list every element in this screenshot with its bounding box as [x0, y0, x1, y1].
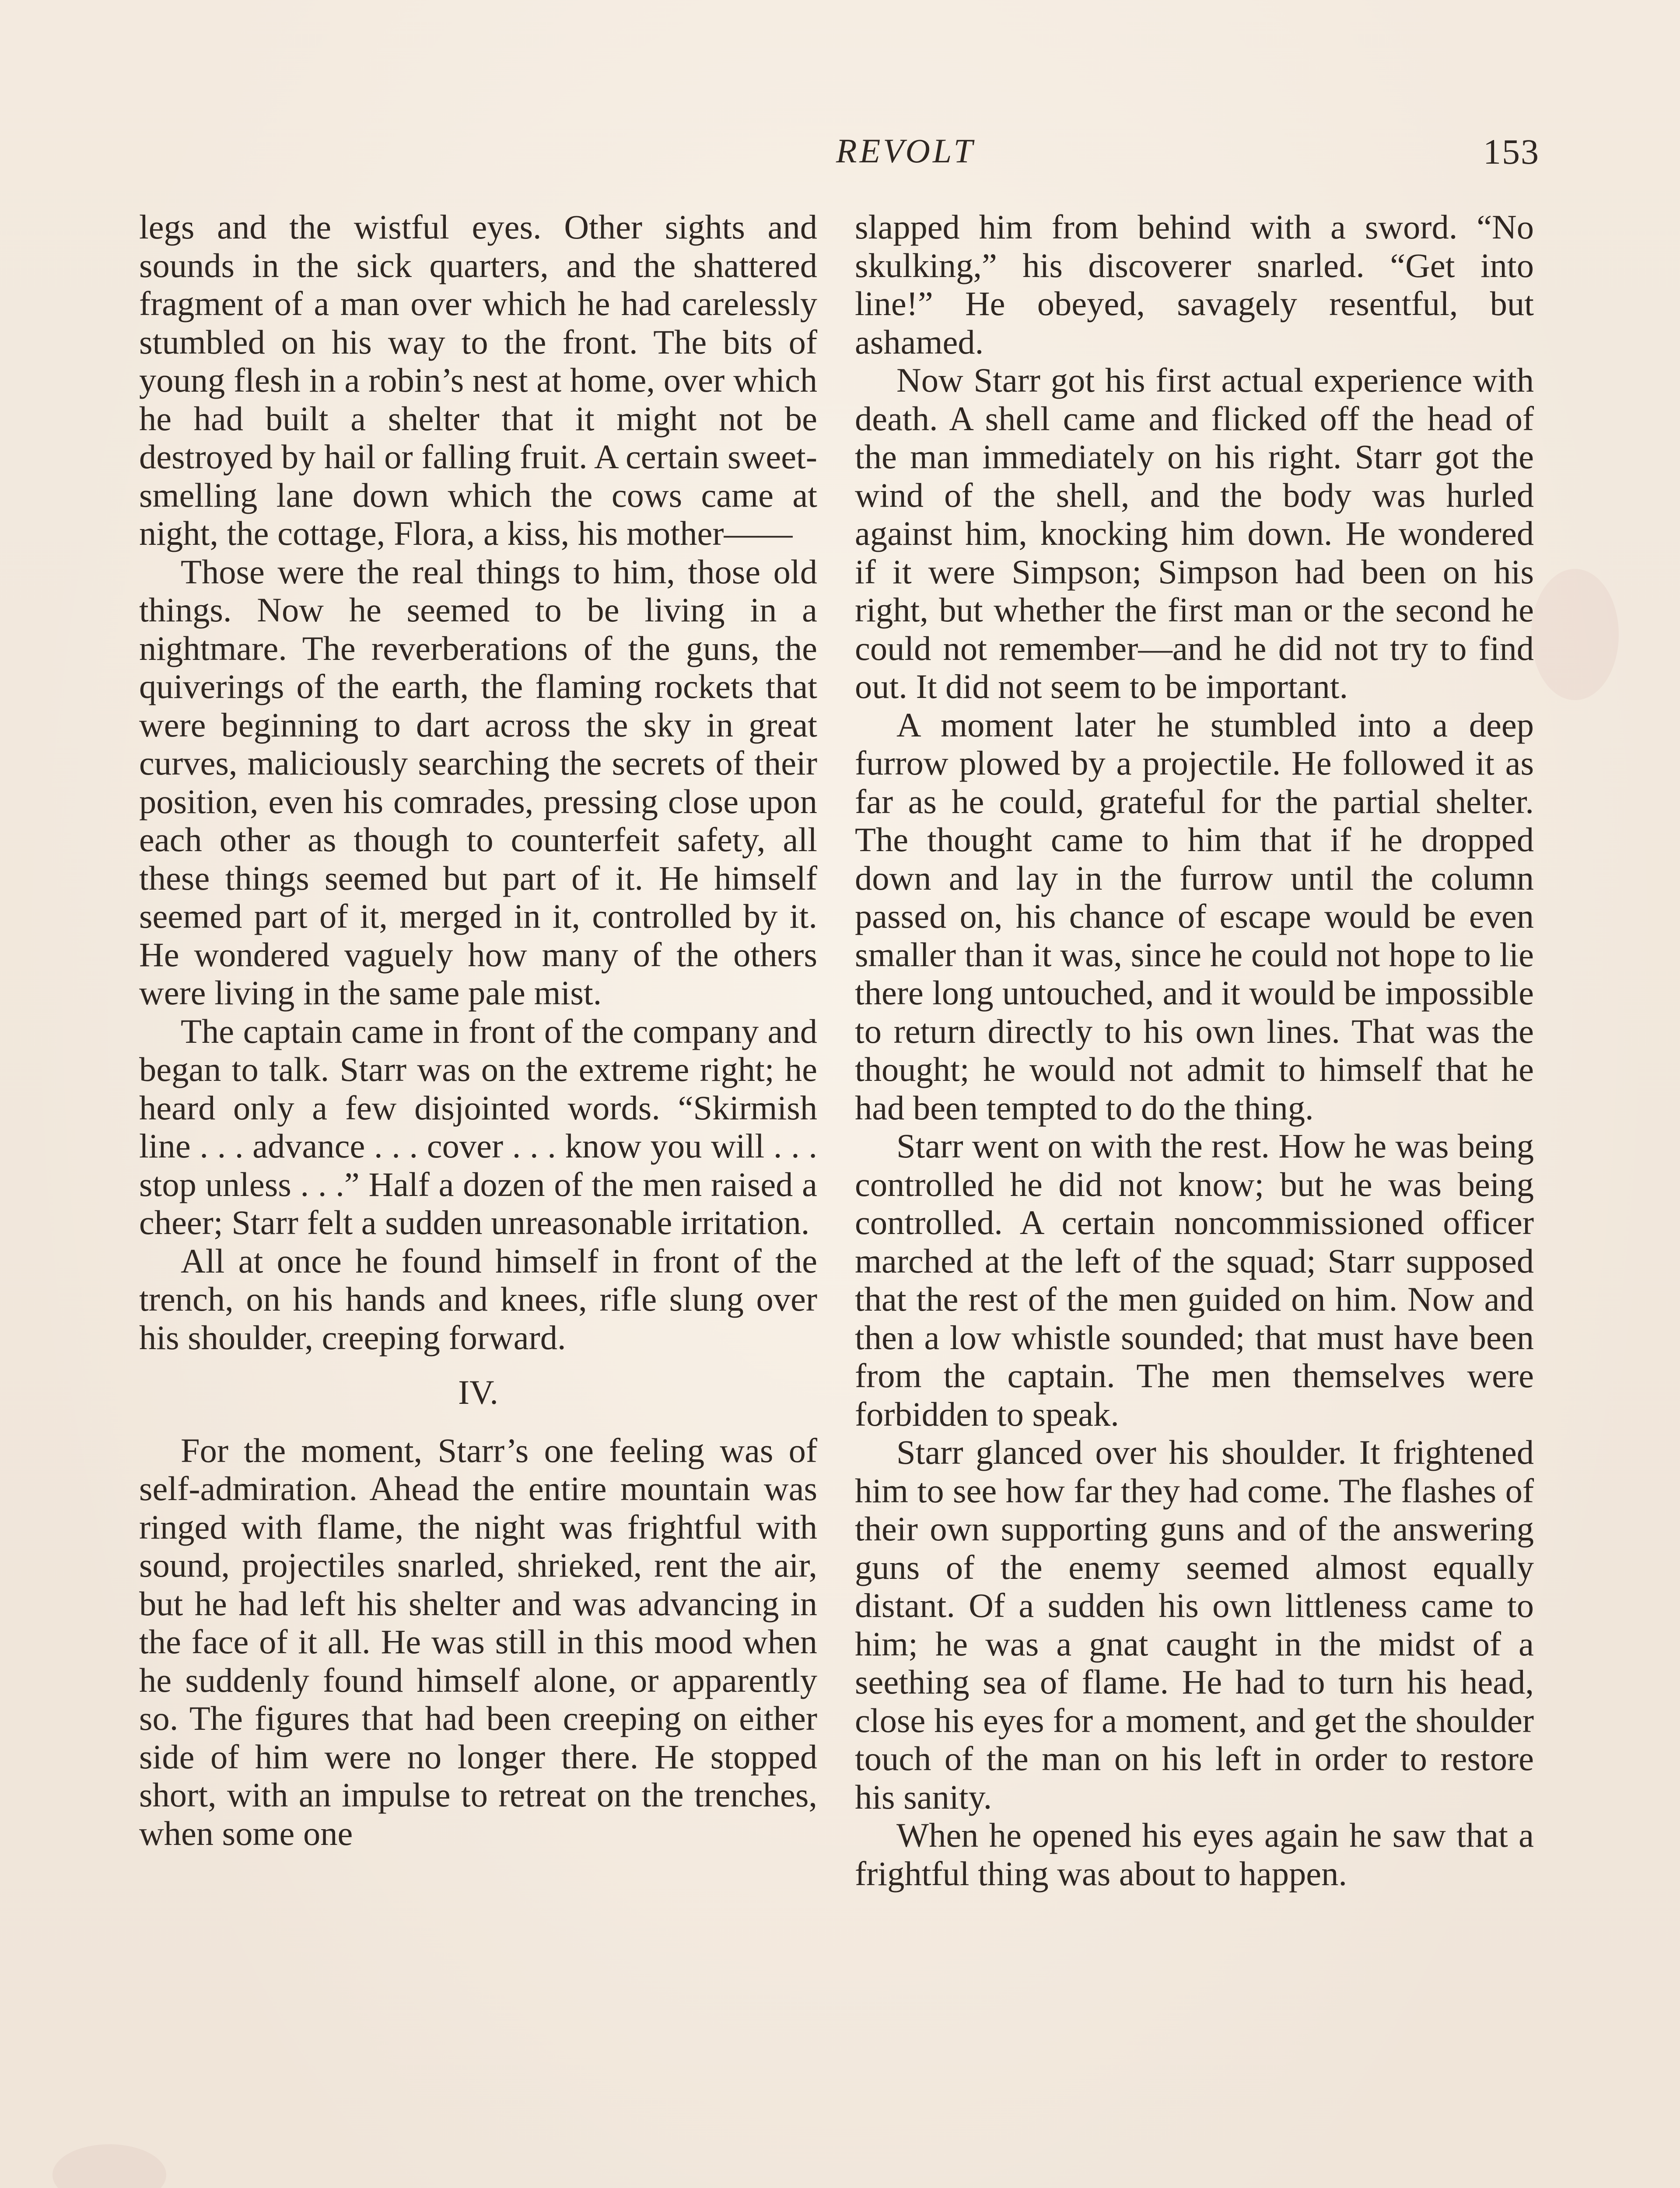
paragraph: Starr glanced over his shoulder. It frightened him to see how far they had come. The flashes of their own supporting guns and of the answering guns of the enemy seemed almost equally distant. Of a sudden his own littleness came to him; he was a gnat caught in the midst of a seething sea of flame. He had to turn his head, close his eyes for a moment, and get the shoulder touch of the man on his left in order to restore his sanity. [855, 1433, 1534, 1816]
running-title-text: REVOLT [836, 132, 976, 170]
paragraph: For the moment, Starr’s one feeling was of self-admiration. Ahead the entire mountain was ringed with flame, the night was frightful with sound, projectiles snarled, shrieked, rent the air, but he had left his shelter and was advancing in the face of it all. He was still in this mood when he suddenly found himself alone, or apparently so. The figures that had been creeping on either side of him were no longer there. He stopped short, with an impulse to retreat on the trenches, when some one [139, 1431, 817, 1852]
paragraph: Now Starr got his first actual experience with death. A shell came and flicked off the head of the man immediately on his right. Starr got the wind of the shell, and the body was hurled against him, knocking him down. He wondered if it were Simpson; Simpson had been on his right, but whether the first man or the second he could not remember—and he did not try to find out. It did not seem to be important. [855, 361, 1534, 705]
paragraph: A moment later he stumbled into a deep furrow plowed by a projectile. He followed it as far as he could, grateful for the partial shelter. The thought came to him that if he dropped down and lay in the furrow until the column passed on, his chance of escape would be even smaller than it was, since he could not hope to lie there long untouched, and it would be impossible to return directly to his own lines. That was the thought; he would not admit to himself that he had been tempted to do the thing. [855, 705, 1534, 1127]
page-number: 153 [1483, 132, 1540, 172]
paragraph: slapped him from behind with a sword. “No skulking,” his discoverer snarled. “Get into line!” He obeyed, savagely resentful, but ashamed. [855, 208, 1534, 361]
left-column [139, 208, 817, 1852]
running-title [0, 131, 1680, 171]
right-column [855, 208, 1534, 1893]
paper-stain [52, 2144, 166, 2188]
paragraph: When he opened his eyes again he saw that a frightful thing was about to happen. [855, 1816, 1534, 1893]
paragraph: The captain came in front of the company and began to talk. Starr was on the extreme right; he heard only a few disjointed words. “Skirmish line . . . advance . . . cover . . . know you will . . . stop unless . . .” Half a dozen of the men raised a cheer; Starr felt a sudden unreasonable irritation. [139, 1012, 817, 1241]
paragraph: legs and the wistful eyes. Other sights and sounds in the sick quarters, and the shattered fragment of a man over which he had carelessly stumbled on his way to the front. The bits of young flesh in a robin’s nest at home, over which he had built a shelter that it might not be destroyed by hail or falling fruit. A certain sweet-smelling lane down which the cows came at night, the cottage, Flora, a kiss, his mother—— [139, 208, 817, 552]
paragraph: Starr went on with the rest. How he was being controlled he did not know; but he was being controlled. A certain noncommissioned officer marched at the left of the squad; Starr supposed that the rest of the men guided on him. Now and then a low whistle sounded; that must have been from the captain. The men themselves were forbidden to speak. [855, 1127, 1534, 1433]
section-heading: IV. [458, 1373, 498, 1411]
paragraph: All at once he found himself in front of the trench, on his hands and knees, rifle slung over his shoulder, creeping forward. [139, 1241, 817, 1357]
paper-stain [1531, 569, 1619, 700]
paragraph: Those were the real things to him, those old things. Now he seemed to be living in a nightmare. The reverberations of the guns, the quiverings of the earth, the flaming rockets that were beginning to dart across the sky in great curves, maliciously searching the secrets of their position, even his comrades, pressing close upon each other as though to counterfeit safety, all these things seemed but part of it. He himself seemed part of it, merged in it, controlled by it. He wondered vaguely how many of the others were living in the same pale mist. [139, 552, 817, 1012]
